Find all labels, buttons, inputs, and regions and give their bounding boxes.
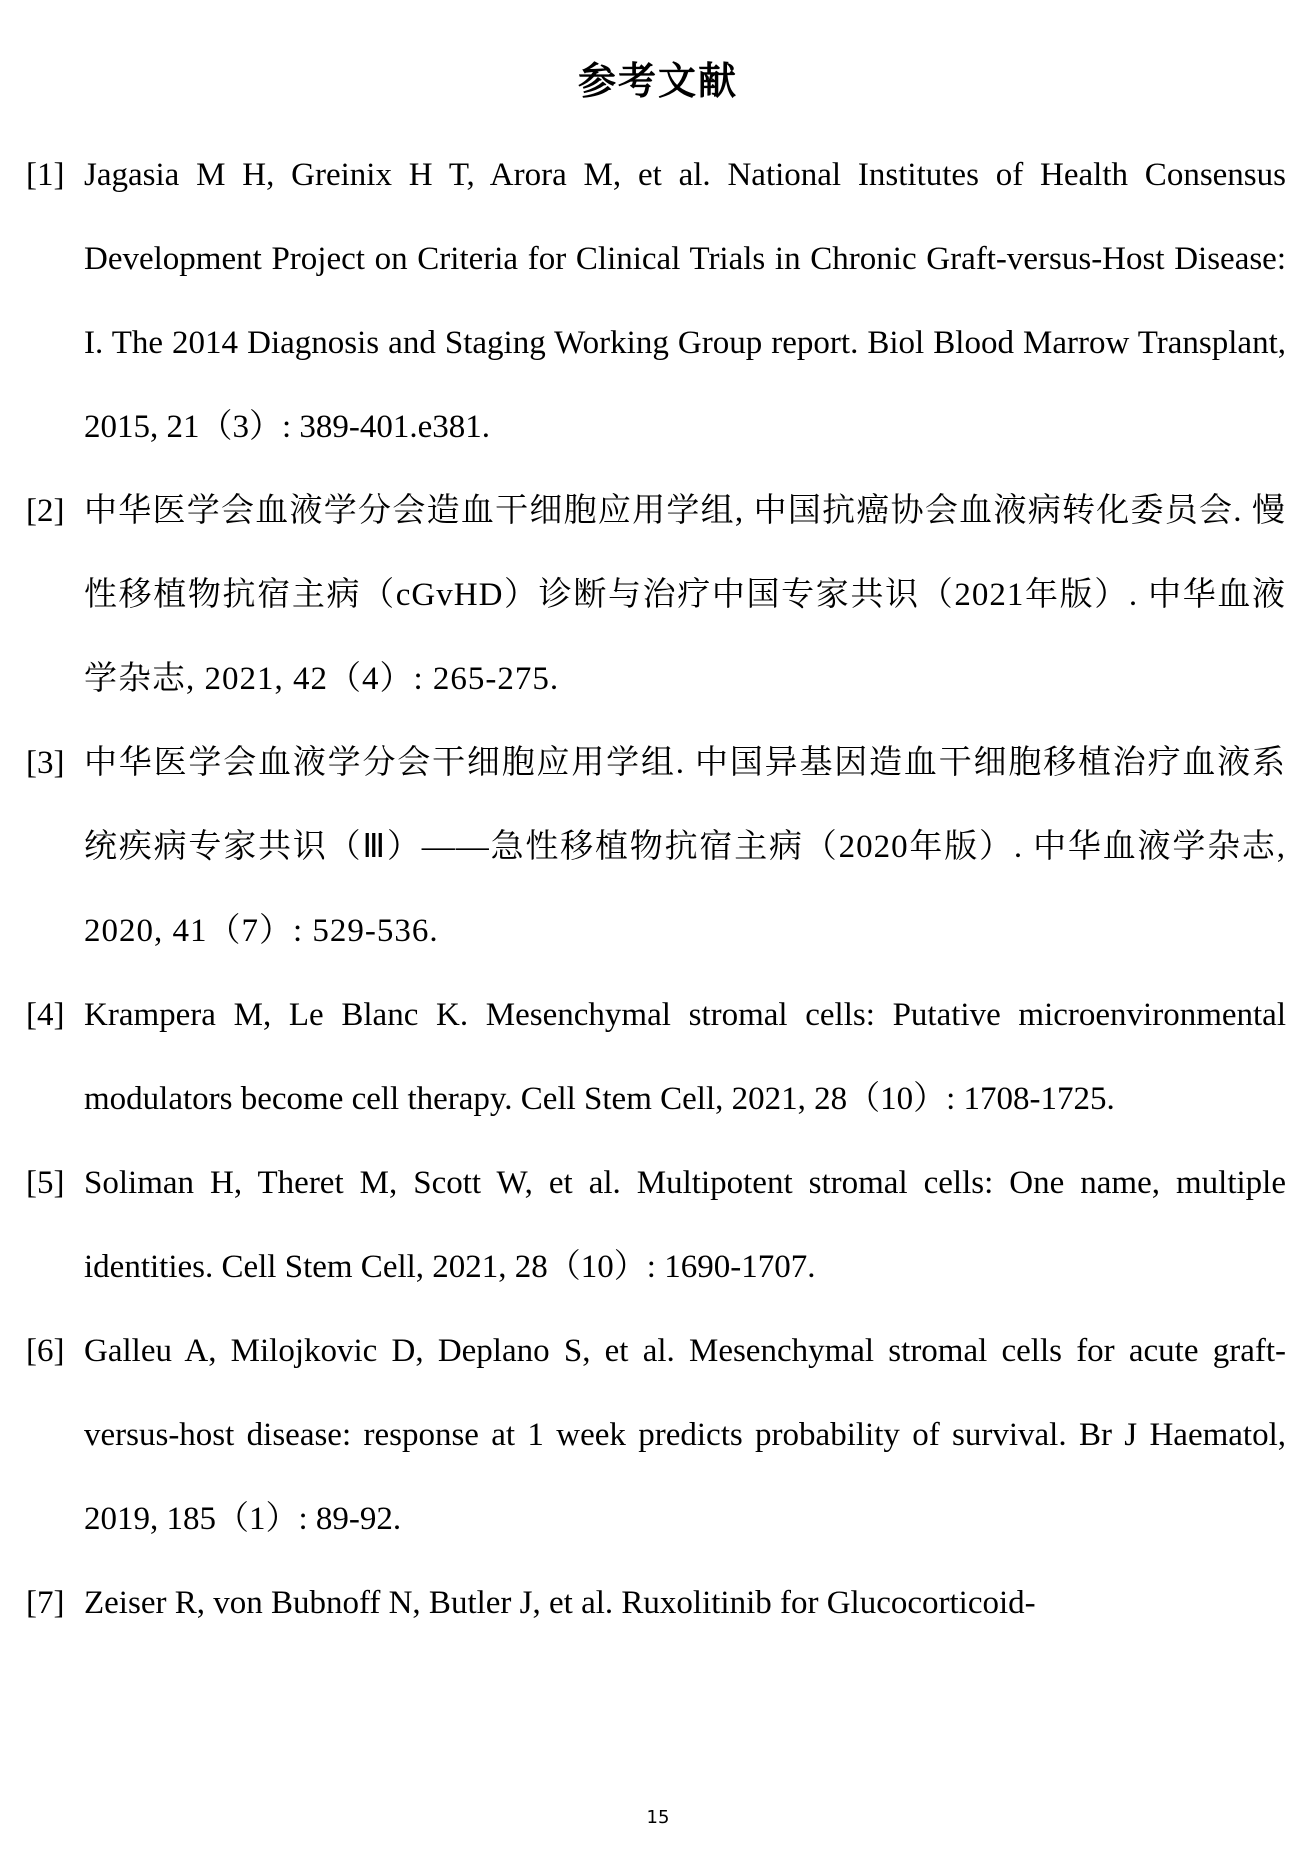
reference-number: [2] [26, 493, 65, 529]
reference-text: 中华医学会血液学分会造血干细胞应用学组, 中国抗癌协会血液病转化委员会. 慢性移植物抗宿主病（cGvHD）诊断与治疗中国专家共识（2021年版）. 中华血液学杂志, 2021, 42（4）: 265-275. [84, 493, 1286, 697]
reference-item-1 [26, 133, 1286, 469]
reference-item-3 [26, 721, 1286, 973]
reference-number: [5] [26, 1165, 65, 1201]
reference-item-4 [26, 973, 1286, 1141]
reference-text: Jagasia M H, Greinix H T, Arora M, et al. National Institutes of Health Consensus Development Project on Criteria for Clinical Trials in Chronic Graft-versus-Host Disease: I. The 2014 Diagnosis and Staging Working Group report. Biol Blood Marrow Transplant, 2015, 21（3）: 389-401.e381. [84, 157, 1286, 445]
page-number: 15 [646, 1807, 670, 1828]
reference-number: [4] [26, 997, 65, 1033]
reference-item-5 [26, 1141, 1286, 1309]
reference-text: 中华医学会血液学分会干细胞应用学组. 中国异基因造血干细胞移植治疗血液系统疾病专家共识（Ⅲ）——急性移植物抗宿主病（2020年版）. 中华血液学杂志, 2020, 41（7）: 529-536. [84, 745, 1286, 949]
reference-item-2 [26, 469, 1286, 721]
reference-item-6 [26, 1309, 1286, 1561]
reference-text: Krampera M, Le Blanc K. Mesenchymal stromal cells: Putative microenvironmental modulators become cell therapy. Cell Stem Cell, 2021, 28（10）: 1708-1725. [84, 997, 1286, 1117]
reference-text: Zeiser R, von Bubnoff N, Butler J, et al. Ruxolitinib for Glucocorticoid- [84, 1585, 1036, 1621]
reference-list [26, 133, 1286, 1645]
reference-number: [6] [26, 1333, 65, 1369]
reference-number: [7] [26, 1585, 65, 1621]
page-title: 参考文献 [577, 59, 738, 103]
reference-number: [1] [26, 157, 65, 193]
reference-text: Galleu A, Milojkovic D, Deplano S, et al. Mesenchymal stromal cells for acute graft-versus-host disease: response at 1 week predicts probability of survival. Br J Haematol, 2019, 185（1）: 89-92. [84, 1333, 1286, 1537]
reference-text: Soliman H, Theret M, Scott W, et al. Multipotent stromal cells: One name, multiple identities. Cell Stem Cell, 2021, 28（10）: 1690-1707. [84, 1165, 1286, 1285]
reference-number: [3] [26, 745, 65, 781]
reference-item-7 [26, 1561, 1286, 1645]
